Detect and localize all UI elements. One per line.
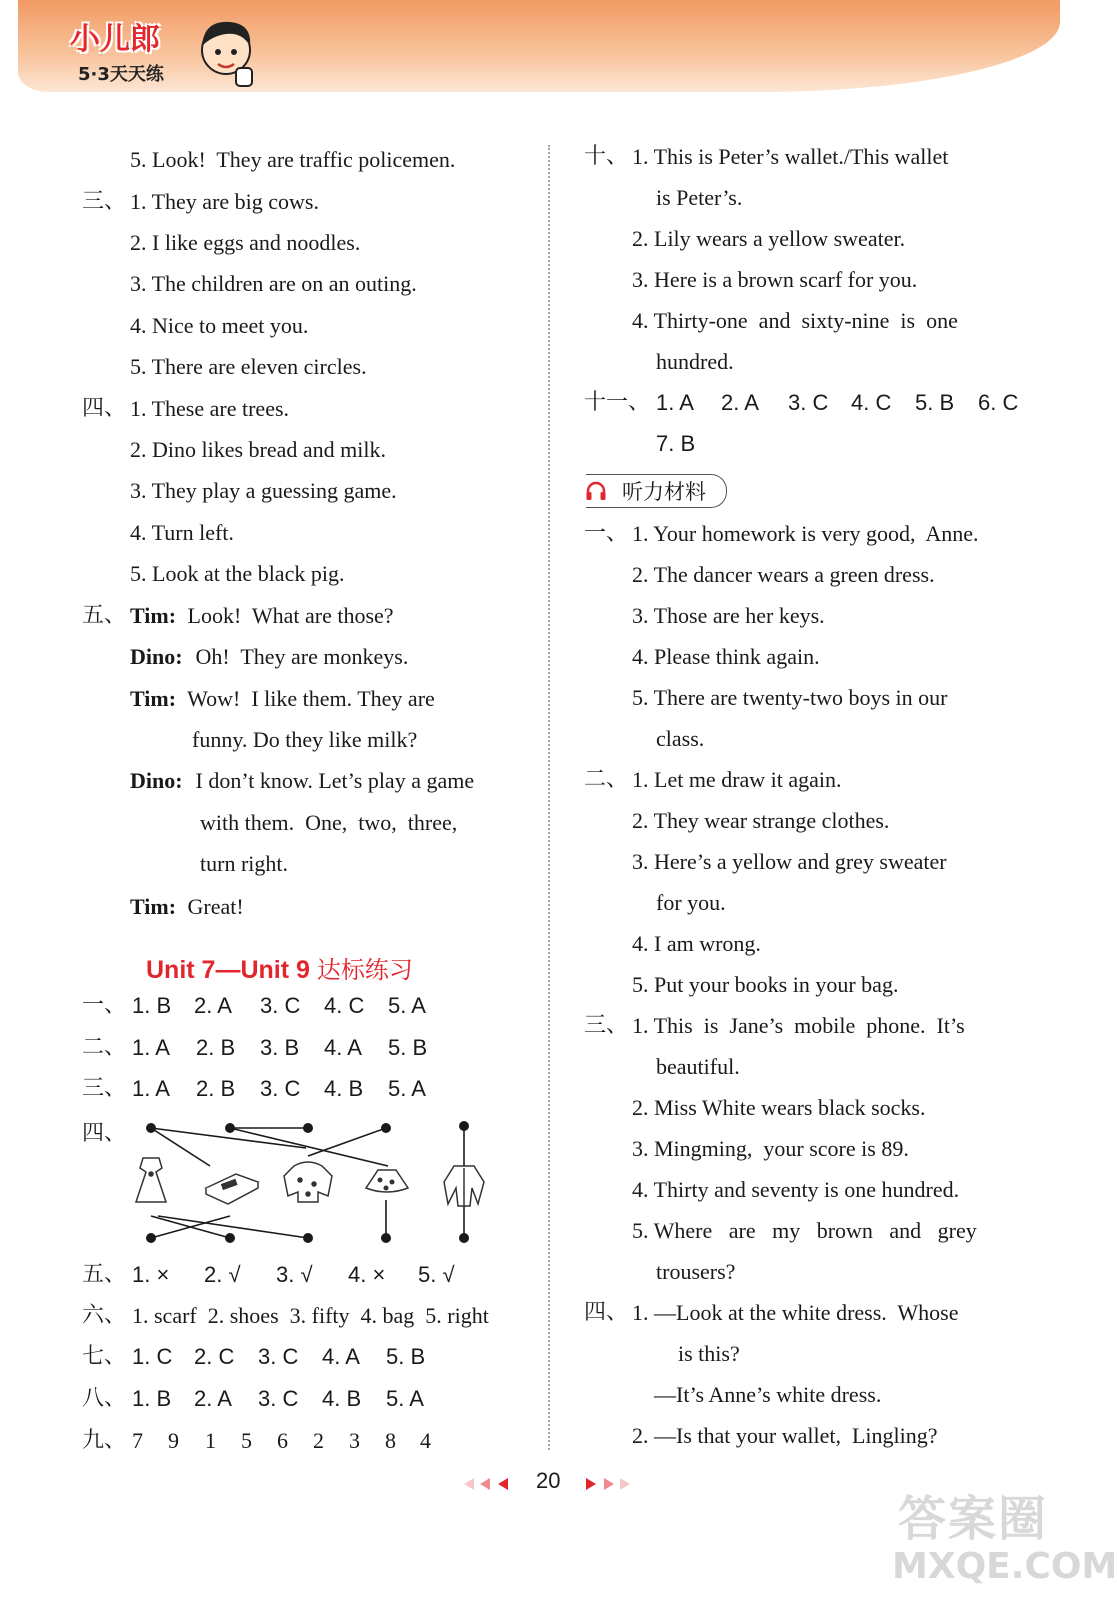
answer-line: is this? — [678, 1341, 740, 1366]
section-mark: 四、 — [584, 1300, 629, 1325]
unit-title-cn: 达标练习 — [316, 956, 413, 984]
speaker-label: Tim: — [130, 603, 177, 628]
prev-arrows-icon — [460, 1476, 516, 1492]
next-arrows-icon — [578, 1476, 634, 1492]
answer-line: 1. They are big cows. — [130, 189, 319, 214]
sweater-icon — [284, 1162, 332, 1202]
listening-material-tag — [586, 474, 727, 508]
answer-line: 4. I am wrong. — [632, 931, 761, 956]
answer-line: 1. —Look at the white dress. Whose — [632, 1300, 959, 1325]
answer-line: 5. There are eleven circles. — [130, 354, 367, 379]
answer-item: 4. C — [324, 993, 365, 1018]
column-divider — [548, 145, 550, 1450]
answer-item: 4 — [420, 1428, 431, 1453]
page-number: 20 — [536, 1468, 561, 1493]
answer-item: 3. C — [258, 1344, 299, 1369]
dialog-line: turn right. — [200, 851, 288, 876]
section-mark: 三、 — [82, 1076, 127, 1101]
answer-item: 1 — [205, 1428, 216, 1453]
answer-item: 6 — [277, 1428, 288, 1453]
answer-item: 8 — [385, 1428, 396, 1453]
answer-item: 3. C — [258, 1386, 299, 1411]
listening-material-label: 听力材料 — [622, 480, 706, 504]
answer-item: 7. B — [656, 431, 696, 456]
answer-item: 4. × — [348, 1262, 386, 1287]
mascot-icon — [190, 12, 260, 92]
answer-item: 2. B — [196, 1035, 236, 1060]
answer-line: 3. The children are on an outing. — [130, 271, 417, 296]
answer-line: class. — [656, 726, 705, 751]
answer-line: 5. Put your books in your bag. — [632, 972, 899, 997]
unit-title-en: Unit 7—Unit 9 — [146, 956, 317, 984]
section-mark: 二、 — [82, 1035, 127, 1060]
dialog-line: Great! — [182, 894, 244, 919]
answer-item: 9 — [168, 1428, 179, 1453]
section-mark: 十一、 — [584, 390, 651, 415]
answer-item: 2. √ — [204, 1262, 241, 1287]
unit-title — [146, 950, 413, 985]
page-footer — [460, 1466, 640, 1502]
answer-item: 1. A — [132, 1035, 170, 1060]
section-mark: 十、 — [584, 144, 629, 169]
speaker-label: Dino: — [130, 644, 183, 669]
answer-item: 1. A — [132, 1076, 170, 1101]
answer-line: 1. Let me draw it again. — [632, 767, 842, 792]
answer-item: 2. A — [194, 1386, 232, 1411]
answer-item: 2. B — [196, 1076, 236, 1101]
answer-item: 2. C — [194, 1344, 235, 1369]
dialog-line: Look! What are those? — [182, 603, 394, 628]
answer-item: 7 — [132, 1428, 143, 1453]
series-name: 5·3天天练 — [78, 64, 164, 85]
speaker-label: Dino: — [130, 768, 183, 793]
section-mark: 五、 — [82, 1262, 127, 1287]
answer-line: 2. They wear strange clothes. — [632, 808, 890, 833]
brand-logo — [70, 14, 250, 94]
answer-line: trousers? — [656, 1259, 736, 1284]
answer-item: 3. √ — [276, 1262, 313, 1287]
section-mark: 六、 — [82, 1303, 127, 1328]
answer-line: 5. Look at the black pig. — [130, 561, 345, 586]
answer-item: 4. B — [324, 1076, 364, 1101]
answer-line: 2. Lily wears a yellow sweater. — [632, 226, 906, 251]
watermark — [892, 1480, 1117, 1600]
section-mark: 一、 — [584, 521, 629, 546]
dress-icon — [136, 1158, 166, 1202]
section-mark: 七、 — [82, 1344, 127, 1369]
section-mark: 三、 — [584, 1013, 629, 1038]
answer-line: 1. This is Peter’s wallet./This wallet — [632, 144, 949, 169]
section-mark: 四、 — [82, 1121, 127, 1146]
answer-line: 5. Look! They are traffic policemen. — [130, 147, 456, 172]
watermark-url: MXQE.COM — [892, 1546, 1117, 1587]
answer-line: 2. —Is that your wallet, Lingling? — [632, 1423, 938, 1448]
answer-line: 2. I like eggs and noodles. — [130, 230, 361, 255]
answer-line: 4. Please think again. — [632, 644, 820, 669]
dialog-line: Oh! They are monkeys. — [190, 644, 409, 669]
answer-line: 2. Miss White wears black socks. — [632, 1095, 926, 1120]
answer-item: 4. A — [324, 1035, 362, 1060]
answer-line: 3. They play a guessing game. — [130, 478, 397, 503]
matching-figure — [118, 1118, 508, 1248]
watermark-text: 答案圈 — [898, 1491, 1049, 1547]
answer-item: 3 — [349, 1428, 360, 1453]
answer-line: 4. Thirty-one and sixty-nine is one — [632, 308, 958, 333]
section-mark: 五、 — [82, 603, 127, 628]
answer-item: 5. B — [386, 1344, 426, 1369]
wallet-icon — [206, 1174, 258, 1204]
answer-item: 4. A — [322, 1344, 360, 1369]
dialog-line: with them. One, two, three, — [200, 810, 458, 835]
answer-item: 5. B — [388, 1035, 428, 1060]
answer-line: 3. Here is a brown scarf for you. — [632, 267, 918, 292]
section-mark: 四、 — [82, 396, 127, 421]
answer-item: 1. C — [132, 1344, 173, 1369]
answer-line: 1. scarf 2. shoes 3. fifty 4. bag 5. right — [132, 1303, 489, 1328]
answer-line: 4. Nice to meet you. — [130, 313, 309, 338]
dialog-line: I don’t know. Let’s play a game — [190, 768, 475, 793]
answer-line: 5. There are twenty-two boys in our — [632, 685, 948, 710]
answer-line: —It’s Anne’s white dress. — [654, 1382, 882, 1407]
answer-line: beautiful. — [656, 1054, 740, 1079]
answer-line: is Peter’s. — [656, 185, 743, 210]
answer-item: 1. B — [132, 1386, 172, 1411]
answer-item: 5. A — [388, 993, 426, 1018]
answer-line: 1. These are trees. — [130, 396, 290, 421]
answer-item: 4. C — [851, 390, 892, 415]
answer-item: 5. A — [388, 1076, 426, 1101]
answer-line: 3. Mingming, your score is 89. — [632, 1136, 909, 1161]
coat-icon — [444, 1166, 484, 1206]
speaker-label: Tim: — [130, 686, 177, 711]
answer-line: 4. Turn left. — [130, 520, 234, 545]
speaker-label: Tim: — [130, 894, 177, 919]
answer-line: 3. Those are her keys. — [632, 603, 825, 628]
answer-line: 1. Your homework is very good, Anne. — [632, 521, 979, 546]
dialog-line: funny. Do they like milk? — [192, 727, 418, 752]
answer-item: 1. B — [132, 993, 172, 1018]
answer-item: 2 — [313, 1428, 324, 1453]
section-mark: 八、 — [82, 1386, 127, 1411]
answer-item: 1. × — [132, 1262, 170, 1287]
answer-item: 4. B — [322, 1386, 362, 1411]
dialog-line: Wow! I like them. They are — [182, 686, 435, 711]
answer-item: 5. A — [386, 1386, 424, 1411]
answer-item: 3. B — [260, 1035, 300, 1060]
answer-item: 5. √ — [418, 1262, 455, 1287]
answer-line: 3. Here’s a yellow and grey sweater — [632, 849, 947, 874]
section-mark: 九、 — [82, 1428, 127, 1453]
answer-item: 6. C — [978, 390, 1019, 415]
answer-line: 1. This is Jane’s mobile phone. It’s — [632, 1013, 965, 1038]
skirt-icon — [366, 1170, 408, 1192]
answer-item: 1. A — [656, 390, 694, 415]
answer-item: 5. B — [915, 390, 955, 415]
answer-item: 3. C — [788, 390, 829, 415]
answer-item: 3. C — [260, 993, 301, 1018]
answer-line: 2. The dancer wears a green dress. — [632, 562, 935, 587]
answer-line: 4. Thirty and seventy is one hundred. — [632, 1177, 960, 1202]
answer-line: 2. Dino likes bread and milk. — [130, 437, 387, 462]
answer-line: 5. Where are my brown and grey — [632, 1218, 977, 1243]
section-mark: 二、 — [584, 767, 629, 792]
headphones-icon — [584, 479, 608, 503]
answer-line: for you. — [656, 890, 726, 915]
brand-name: 小儿郎 — [70, 22, 160, 57]
answer-item: 2. A — [194, 993, 232, 1018]
answer-line: hundred. — [656, 349, 734, 374]
answer-item: 3. C — [260, 1076, 301, 1101]
section-mark: 三、 — [82, 189, 127, 214]
answer-item: 5 — [241, 1428, 252, 1453]
answer-item: 2. A — [721, 390, 759, 415]
section-mark: 一、 — [82, 993, 127, 1018]
